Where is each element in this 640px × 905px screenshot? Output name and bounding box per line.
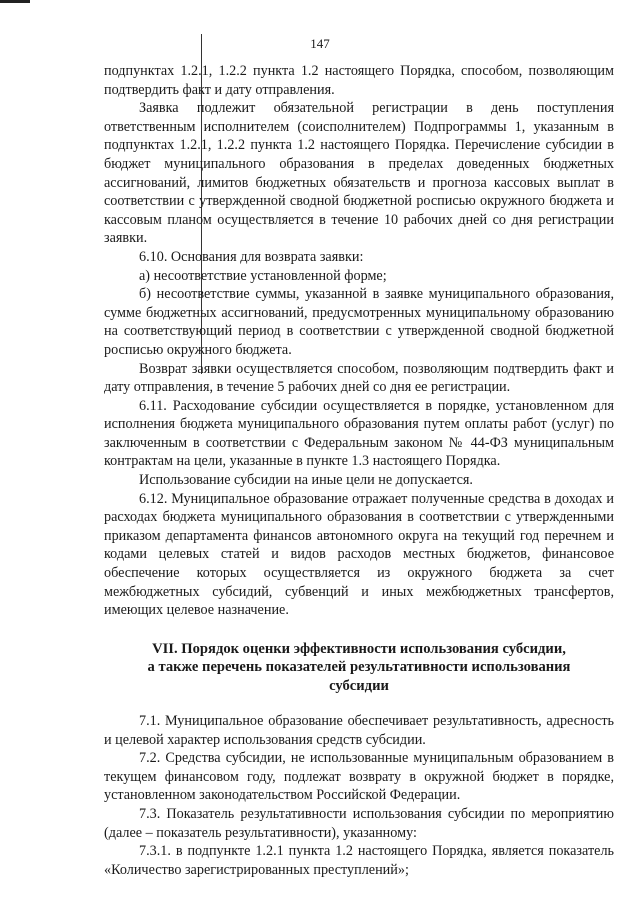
page-number: 147 bbox=[310, 36, 330, 51]
paragraph: Использование субсидии на иные цели не допускается. bbox=[139, 472, 473, 489]
paragraphs-before-section bbox=[104, 62, 614, 620]
paragraph: 7.2. Средства субсидии, не использованные муниципальным образованием в текущем финансовом году, подлежат возврату в окружной бюджет в порядке, установленном законодательством Российской Федерации. bbox=[104, 750, 614, 804]
paragraph: а) несоответствие установленной форме; bbox=[139, 267, 387, 284]
paragraph: 6.12. Муниципальное образование отражает полученные средства в доходах и расходах бюджета муниципального образования в соответствии с утвержденными приказом департамента финансов автономного округа на текущий год перечнем и кодами целевых статей и видов расходов местных бюджетов, финансовое обеспечение которых осуществляется из окружного бюджета за счет межбюджетных субсидий, субвенций и иных межбюджетных трансфертов, имеющих целевое назначение. bbox=[104, 490, 614, 619]
paragraph: 7.1. Муниципальное образование обеспечивает результативность, адресность и целевой характер использования средств субсидии. bbox=[104, 713, 614, 748]
section-heading-line: а также перечень показателей результативности использования bbox=[147, 659, 571, 676]
paragraph: 6.10. Основания для возврата заявки: bbox=[139, 248, 364, 265]
section-heading-line: субсидии bbox=[329, 677, 389, 694]
paragraphs-after-section bbox=[104, 712, 614, 879]
paragraph: 7.3.1. в подпункте 1.2.1 пункта 1.2 настоящего Порядка, является показатель «Количество зарегистрированных преступлений»; bbox=[104, 843, 614, 878]
scan-corner-mark bbox=[0, 0, 30, 3]
document-body bbox=[104, 62, 614, 879]
paragraph: 7.3. Показатель результативности использования субсидии по мероприятию (далее – показатель результативности), указанному: bbox=[104, 806, 614, 841]
paragraph: подпунктах 1.2.1, 1.2.2 пункта 1.2 настоящего Порядка, способом, позволяющим подтвердить факт и дату отправления. bbox=[104, 63, 614, 98]
paragraph: Возврат заявки осуществляется способом, позволяющим подтвердить факт и дату отправления, в течение 5 рабочих дней со дня ее регистрации. bbox=[104, 360, 614, 396]
paragraph: б) несоответствие суммы, указанной в заявке муниципального образования, сумме бюджетных ассигнований, предусмотренных муниципальному образованию на соответствующий период в соответствии с утвержденной сводной бюджетной росписью окружного бюджета. bbox=[104, 286, 614, 358]
section-heading bbox=[104, 640, 614, 695]
section-heading-line: VII. Порядок оценки эффективности использования субсидии, bbox=[152, 640, 566, 657]
paragraph: Заявка подлежит обязательной регистрации в день поступления ответственным исполнителем (соисполнителем) Подпрограммы 1, указанным в подпунктах 1.2.1, 1.2.2 пункта 1.2 настоящего Порядка. Перечисление субсидии в бюджет муниципального образования в пределах доведенных бюджетных ассигнований, лимитов бюджетных обязательств и прогноза кассовых выплат в соответствии с утвержденной сводной бюджетной росписью окружного бюджета и кассовым планом осуществляется в течение 10 рабочих дней со дня регистрации заявки. bbox=[104, 100, 614, 247]
paragraph: 6.11. Расходование субсидии осуществляется в порядке, установленном для исполнения бюджета муниципального образования путем оплаты работ (услуг) по заключенным в соответствии с Федеральным законом № 44-ФЗ муниципальным контрактам на цели, указанные в пункте 1.3 настоящего Порядка. bbox=[104, 397, 614, 470]
